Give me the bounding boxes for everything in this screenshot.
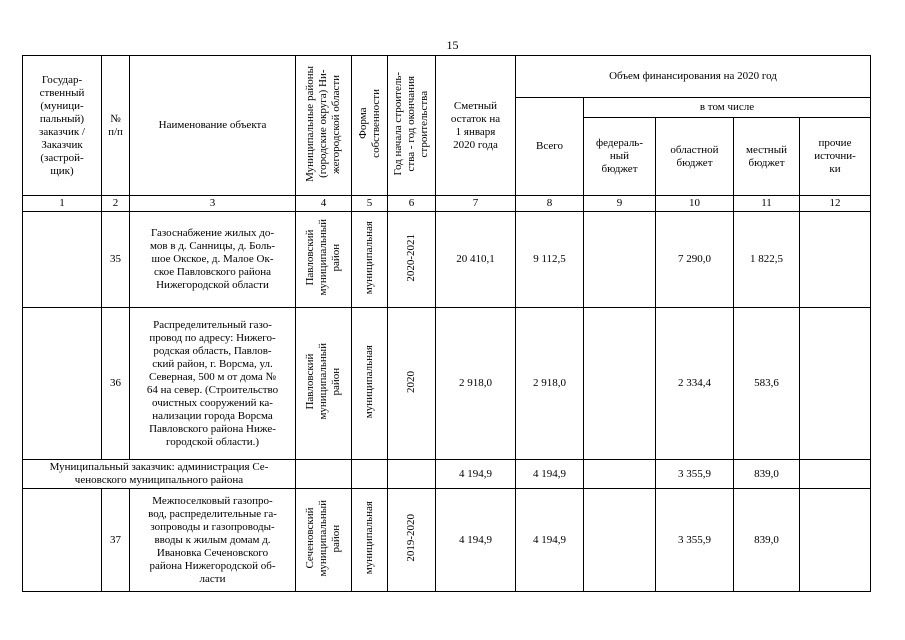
row-local: 583,6 [734, 308, 800, 460]
group-local: 839,0 [734, 460, 800, 489]
header-customer: Государ- ственный (муници- пальный) заказчик / Заказчик (застрой- щик) [23, 56, 102, 196]
col-number: 9 [584, 196, 656, 212]
row-ownership: муниципальная [352, 212, 388, 308]
row-district: Павловский муниципальный район [296, 308, 352, 460]
row-local: 1 822,5 [734, 212, 800, 308]
header-district: Муниципальные районы (городские округа) Ни- жегородской области [296, 56, 352, 196]
group-total: 4 194,9 [516, 460, 584, 489]
row-regional: 3 355,9 [656, 489, 734, 592]
row-total: 9 112,5 [516, 212, 584, 308]
row-num: 35 [102, 212, 130, 308]
col-number: 3 [130, 196, 296, 212]
header-regional: областной бюджет [656, 118, 734, 196]
header-financing: Объем финансирования на 2020 год [516, 56, 871, 98]
row-ownership: муниципальная [352, 489, 388, 592]
header-num: № п/п [102, 56, 130, 196]
row-years: 2019-2020 [388, 489, 436, 592]
group-row [23, 460, 871, 489]
col-number: 4 [296, 196, 352, 212]
row-district: Сеченовский муниципальный район [296, 489, 352, 592]
row-num: 36 [102, 308, 130, 460]
page-number: 15 [446, 38, 459, 52]
header-local: местный бюджет [734, 118, 800, 196]
header-object-name: Наименование объекта [130, 56, 296, 196]
header-total: Всего [516, 98, 584, 196]
row-customer [23, 308, 102, 460]
row-other [800, 308, 871, 460]
row-other [800, 212, 871, 308]
row-balance: 4 194,9 [436, 489, 516, 592]
col-number: 8 [516, 196, 584, 212]
row-total: 2 918,0 [516, 308, 584, 460]
col-number: 10 [656, 196, 734, 212]
column-number-row [23, 196, 871, 212]
row-customer [23, 212, 102, 308]
row-customer [23, 489, 102, 592]
row-federal [584, 212, 656, 308]
header-including: в том числе [584, 98, 871, 118]
row-object-name: Распределительный газо- провод по адресу: Нижего- родская область, Павлов- ский район, г. Ворсма, ул. Северная, 500 м от дома № 64 на север. (Строительство очистных сооружений ка- нализации города Ворсма Павловского района Ниже- городской области.) [130, 308, 296, 460]
group-balance: 4 194,9 [436, 460, 516, 489]
row-years: 2020-2021 [388, 212, 436, 308]
row-object-name: Газоснабжение жилых до- мов в д. Санницы, д. Боль- шое Окское, д. Малое Ок- ское Павловского района Нижегородской области [130, 212, 296, 308]
row-balance: 20 410,1 [436, 212, 516, 308]
table-row [23, 489, 871, 592]
row-num: 37 [102, 489, 130, 592]
col-number: 6 [388, 196, 436, 212]
row-years: 2020 [388, 308, 436, 460]
col-number: 5 [352, 196, 388, 212]
col-number: 1 [23, 196, 102, 212]
group-regional: 3 355,9 [656, 460, 734, 489]
header-ownership: Форма собственности [352, 56, 388, 196]
row-regional: 7 290,0 [656, 212, 734, 308]
group-other [800, 460, 871, 489]
group-ownership [352, 460, 388, 489]
row-other [800, 489, 871, 592]
col-number: 11 [734, 196, 800, 212]
group-years [388, 460, 436, 489]
row-regional: 2 334,4 [656, 308, 734, 460]
table-row [23, 212, 871, 308]
row-local: 839,0 [734, 489, 800, 592]
group-district [296, 460, 352, 489]
row-object-name: Межпоселковый газопро- вод, распределительные га- зопроводы и газопроводы- вводы к жилым домам д. Ивановка Сеченовского района Нижегородской об- ласти [130, 489, 296, 592]
investment-table [22, 55, 871, 592]
header-other: прочие источни- ки [800, 118, 871, 196]
col-number: 7 [436, 196, 516, 212]
row-ownership: муниципальная [352, 308, 388, 460]
col-number: 2 [102, 196, 130, 212]
table-row [23, 308, 871, 460]
header-federal: федераль- ный бюджет [584, 118, 656, 196]
row-balance: 2 918,0 [436, 308, 516, 460]
col-number: 12 [800, 196, 871, 212]
row-federal [584, 489, 656, 592]
header-balance: Сметный остаток на 1 января 2020 года [436, 56, 516, 196]
row-total: 4 194,9 [516, 489, 584, 592]
group-federal [584, 460, 656, 489]
row-district: Павловский муниципальный район [296, 212, 352, 308]
header-years: Год начала строитель- ства - год окончания строительства [388, 56, 436, 196]
row-federal [584, 308, 656, 460]
group-customer-label: Муниципальный заказчик: администрация Се- ченовского муниципального района [23, 460, 296, 489]
